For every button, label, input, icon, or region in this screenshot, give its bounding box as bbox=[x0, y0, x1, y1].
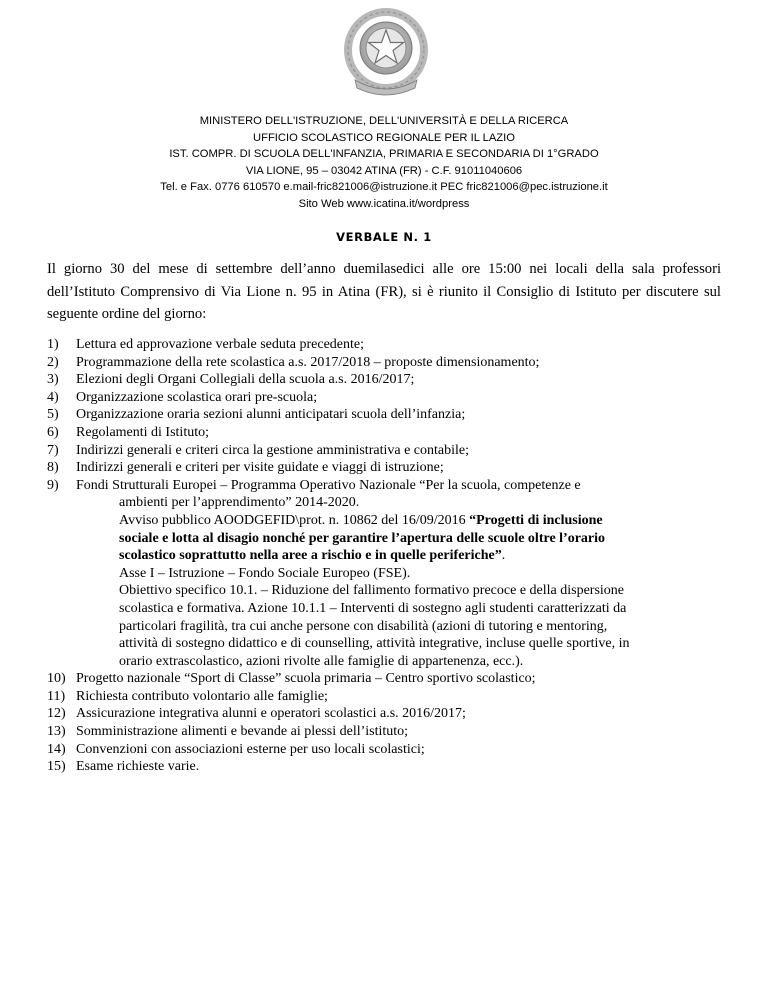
item9-obiettivo-3: particolari fragilità, tra cui anche persone con disabilità (azioni di tutoring e mentoring, bbox=[119, 618, 608, 634]
italian-republic-emblem-icon bbox=[343, 6, 429, 96]
list-item: 15) Esame richieste varie. bbox=[47, 759, 200, 775]
item9-avviso: Avviso pubblico AOODGEFID\prot. n. 10862 del 16/09/2016 “Progetti di inclusione bbox=[119, 512, 603, 528]
item9-title-line-2: sociale e lotta al disagio nonché per garantire l’apertura delle scuole oltre l’orario bbox=[119, 530, 606, 546]
letterhead-contacts: Tel. e Fax. 0776 610570 e.mail-fric821006@istruzione.it PEC fric821006@pec.istruzione.it bbox=[160, 181, 608, 194]
list-item: 8) Indirizzi generali e criteri per visite guidate e viaggi di istruzione; bbox=[47, 460, 444, 476]
intro-paragraph: Il giorno 30 del mese di settembre dell’anno duemilasedici alle ore 15:00 nei locali della sala professori dell’Istituto Comprensivo di Via Lione n. 95 in Atina (FR), si è riunito il Consiglio di Istituto per discutere sul seguente ordine del giorno: bbox=[47, 261, 721, 322]
list-item: 6) Regolamenti di Istituto; bbox=[47, 424, 209, 440]
item9-title-line-3: scolastico soprattutto nella aree a rischio e in quelle periferiche”. bbox=[119, 548, 506, 564]
item9-line-ambienti: ambienti per l’apprendimento” 2014-2020. bbox=[119, 495, 360, 511]
list-item: 12) Assicurazione integrativa alunni e operatori scolastici a.s. 2016/2017; bbox=[47, 706, 466, 722]
letterhead-ministry: MINISTERO DELL'ISTRUZIONE, DELL'UNIVERSITÀ E DELLA RICERCA bbox=[199, 115, 569, 127]
letterhead-school-name: IST. COMPR. DI SCUOLA DELL'INFANZIA, PRIMARIA E SECONDARIA DI 1°GRADO bbox=[169, 148, 599, 161]
item9-obiettivo-1: Obiettivo specifico 10.1. – Riduzione del fallimento formativo precoce e della dispersione bbox=[119, 583, 625, 599]
list-item: 10) Progetto nazionale “Sport di Classe” scuola primaria – Centro sportivo scolastico; bbox=[47, 671, 536, 687]
list-item: 7) Indirizzi generali e criteri circa la gestione amministrativa e contabile; bbox=[47, 442, 469, 458]
list-item: 14) Convenzioni con associazioni esterne per uso locali scolastici; bbox=[47, 741, 425, 757]
list-item: 4) Organizzazione scolastica orari pre-scuola; bbox=[47, 389, 318, 405]
agenda-list bbox=[47, 336, 707, 776]
list-item: 13) Somministrazione alimenti e bevande ai plessi dell’istituto; bbox=[47, 724, 409, 740]
list-item: 3) Elezioni degli Organi Collegiali della scuola a.s. 2016/2017; bbox=[47, 372, 415, 388]
item9-asse: Asse I – Istruzione – Fondo Sociale Europeo (FSE). bbox=[119, 565, 411, 581]
item9-obiettivo-4: attività di sostegno didattico e di counselling, attività integrative, incluse quelle sportive, in bbox=[119, 636, 630, 652]
letterhead bbox=[40, 113, 728, 213]
document-title: VERBALE N. 1 bbox=[336, 230, 432, 244]
item9-obiettivo-2: scolastica e formativa. Azione 10.1.1 – Interventi di sostegno agli studenti caratterizzati da bbox=[119, 600, 627, 616]
list-item: 2) Programmazione della rete scolastica a.s. 2017/2018 – proposte dimensionamento; bbox=[47, 354, 540, 370]
letterhead-address: VIA LIONE, 95 – 03042 ATINA (FR) - C.F. 91011040606 bbox=[245, 164, 523, 177]
list-item: 11) Richiesta contributo volontario alle famiglie; bbox=[47, 688, 328, 704]
item9-obiettivo-5: orario extrascolastico, azioni rivolte alle famiglie di appartenenza, ecc.). bbox=[119, 653, 524, 669]
list-item: 9) Fondi Strutturali Europei – Programma Operativo Nazionale “Per la scuola, competenze e bbox=[47, 477, 581, 493]
list-item: 1) Lettura ed approvazione verbale seduta precedente; bbox=[47, 337, 365, 352]
letterhead-website: Sito Web www.icatina.it/wordpress bbox=[298, 197, 470, 210]
letterhead-regional-office: UFFICIO SCOLASTICO REGIONALE PER IL LAZIO bbox=[253, 131, 515, 144]
list-item: 5) Organizzazione oraria sezioni alunni anticipatari scuola dell’infanzia; bbox=[47, 407, 466, 423]
